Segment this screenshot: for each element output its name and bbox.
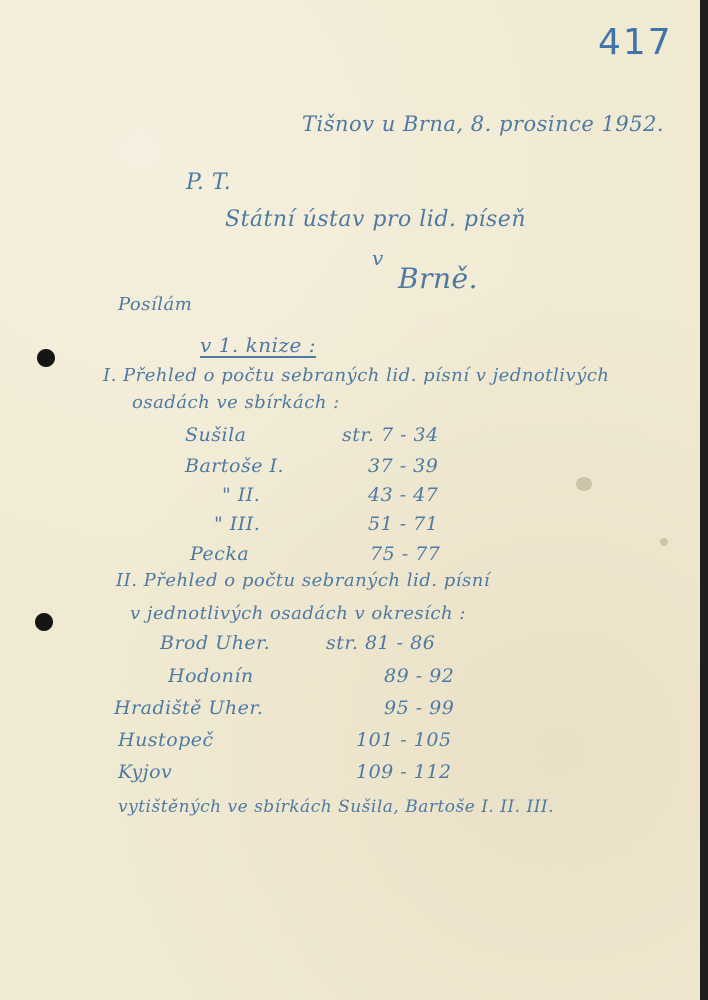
page-range: str. 81 - 86 [326, 632, 436, 654]
scan-edge [700, 0, 708, 1000]
district-name: Hodonín [168, 665, 254, 687]
page-range: 89 - 92 [384, 665, 455, 687]
intro-text: Posílám [118, 294, 193, 315]
page-range: 43 - 47 [368, 484, 439, 506]
salutation: P. T. [186, 170, 232, 195]
place-date: Tišnov u Brna, 8. prosince 1952. [302, 112, 665, 136]
district-name: Hradiště Uher. [114, 697, 264, 719]
collection-name: Pecka [190, 543, 250, 565]
section-2-line-2: v jednotlivých osadách v okresích : [130, 603, 466, 624]
page-range: str. 7 - 34 [342, 424, 439, 446]
paper-stain-small [660, 538, 668, 546]
recipient: Státní ústav pro lid. píseň [225, 207, 526, 232]
page-range: 109 - 112 [356, 761, 452, 783]
section-2-footer: vytištěných ve sbírkách Sušila, Bartoše I. II. III. [118, 797, 555, 817]
collection-name: " III. [214, 513, 261, 535]
paper-stain [576, 477, 592, 491]
page-range: 101 - 105 [356, 729, 452, 751]
recipient-preposition: v [372, 246, 384, 270]
book-heading: v 1. knize : [200, 333, 316, 357]
archive-number: 417 [598, 22, 673, 63]
district-name: Brod Uher. [160, 632, 271, 654]
punch-hole-bottom [35, 613, 53, 631]
page-range: 51 - 71 [368, 513, 439, 535]
recipient-city: Brně. [398, 262, 478, 295]
section-2-line-1: II. Přehled o počtu sebraných lid. písní [116, 570, 491, 591]
page-range: 75 - 77 [370, 543, 441, 565]
district-name: Hustopeč [118, 729, 214, 751]
page-range: 95 - 99 [384, 697, 455, 719]
section-1-line-1: I. Přehled o počtu sebraných lid. písní v jednotlivých [103, 365, 610, 386]
collection-name: Bartoše I. [185, 455, 285, 477]
punch-hole-top [37, 349, 55, 367]
collection-name: Sušila [185, 424, 247, 446]
page-range: 37 - 39 [368, 455, 439, 477]
section-1-line-2: osadách ve sbírkách : [132, 392, 340, 413]
district-name: Kyjov [118, 761, 173, 783]
collection-name: " II. [222, 484, 261, 506]
